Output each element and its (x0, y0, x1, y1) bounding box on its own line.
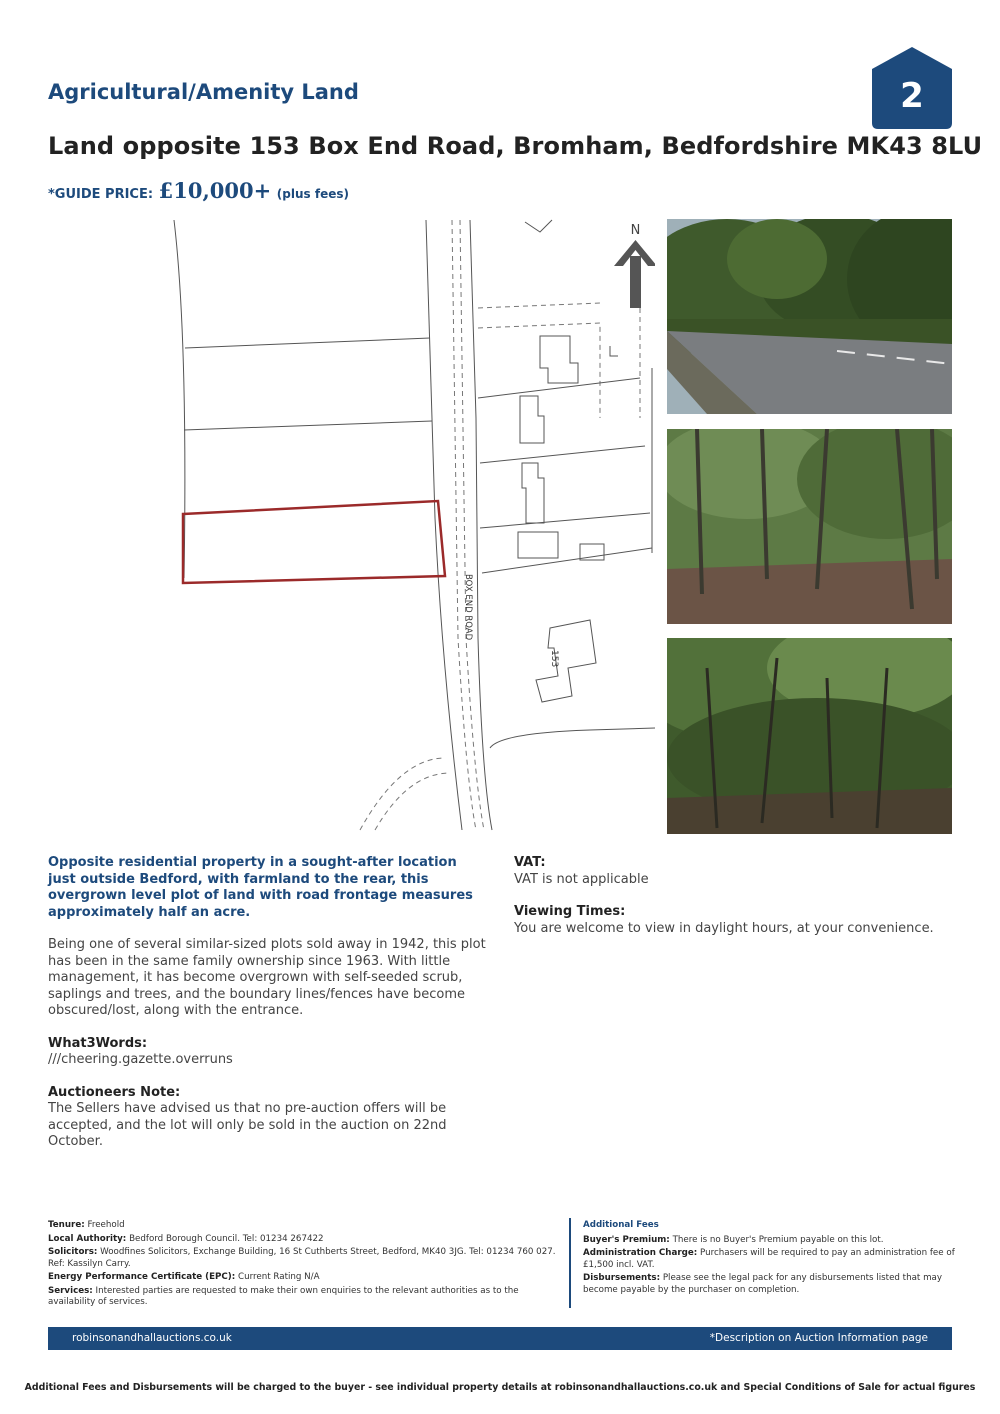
property-info (48, 1220, 558, 1311)
solicitors-label: Solicitors: (48, 1247, 98, 1257)
viewing-heading: Viewing Times: (514, 904, 626, 919)
admin-line (583, 1248, 955, 1271)
authority-line (48, 1234, 558, 1246)
guide-price-label: *GUIDE PRICE: (48, 187, 154, 202)
vat-heading: VAT: (514, 855, 546, 870)
epc-label: Energy Performance Certificate (EPC): (48, 1272, 236, 1282)
admin-value: Purchasers will be required to pay an administration fee of £1,500 incl. VAT. (583, 1248, 955, 1270)
authority-value: Bedford Borough Council. Tel: 01234 267422 (129, 1233, 324, 1244)
services-value: Interested parties are requested to make their own enquiries to the relevant authorities as to the availability of services. (48, 1285, 519, 1307)
property-title: Land opposite 153 Box End Road, Bromham, Bedfordshire MK43 8LU (48, 132, 983, 160)
woodland-photo-2 (667, 638, 952, 834)
description-left-column (48, 855, 488, 1167)
additional-fees-heading: Additional Fees (583, 1220, 659, 1230)
guide-price-fees: (plus fees) (276, 187, 349, 201)
services-label: Services: (48, 1285, 93, 1296)
description-right-column (514, 855, 954, 953)
north-arrow-icon (614, 240, 655, 308)
disbursements-label: Disbursements: (583, 1273, 661, 1283)
house-number-label: 153 (549, 650, 559, 668)
epc-line (48, 1272, 558, 1284)
solicitors-value: Woodfines Solicitors, Exchange Building, 16 St Cuthberts Street, Bedford, MK40 3JG. Tel: 01234 760 027. Ref: Kassilyn Carry. (48, 1247, 556, 1269)
auctioneers-note-heading: Auctioneers Note: (48, 1084, 181, 1100)
north-label: N (630, 223, 641, 238)
auction-info-note: *Description on Auction Information page (709, 1332, 928, 1344)
premium-line (583, 1235, 955, 1247)
intro-text: Opposite residential property in a sought-after location just outside Bedford, with farmland to the rear, this overgrown level plot of land with road frontage measures approximately half an acre. (48, 855, 473, 920)
road-frontage-photo (667, 219, 952, 414)
road-label: BOX END ROAD (463, 574, 473, 641)
what3words-heading: What3Words: (48, 1035, 148, 1051)
admin-label: Administration Charge: (583, 1248, 698, 1258)
footer-disclaimer: Additional Fees and Disbursements will be charged to the buyer - see individual property details at robinsonandhallauctions.co.uk and Special Conditions of Sale for actual figures (24, 1382, 976, 1393)
site-plan-map (170, 218, 655, 833)
website-link[interactable]: robinsonandhallauctions.co.uk (72, 1332, 232, 1344)
what3words-value: ///cheering.gazette.overruns (48, 1052, 233, 1067)
premium-value: There is no Buyer's Premium payable on this lot. (672, 1234, 884, 1245)
tenure-line (48, 1220, 558, 1232)
website-bar (48, 1327, 952, 1350)
authority-label: Local Authority: (48, 1233, 127, 1244)
property-category: Agricultural/Amenity Land (48, 80, 359, 104)
viewing-value: You are welcome to view in daylight hours, at your convenience. (514, 920, 934, 936)
vat-value: VAT is not applicable (514, 871, 649, 887)
guide-price-value: £10,000+ (158, 178, 272, 203)
woodland-photo-1 (667, 429, 952, 624)
auctioneers-note-value: The Sellers have advised us that no pre-auction offers will be accepted, and the lot will only be sold in the auction on 22nd October. (48, 1101, 447, 1149)
tenure-label: Tenure: (48, 1220, 85, 1230)
disbursements-value: Please see the legal pack for any disbursements listed that may become payable by the purchaser on completion. (583, 1273, 943, 1295)
tenure-value: Freehold (87, 1220, 125, 1230)
disbursements-line (583, 1273, 955, 1296)
epc-value: Current Rating N/A (238, 1272, 320, 1282)
info-divider (569, 1218, 571, 1308)
site-plan-drawing (170, 218, 655, 833)
lot-number: 2 (900, 76, 924, 116)
body-text: Being one of several similar-sized plots sold away in 1942, this plot has been in the same family ownership since 1963. With little management, it has become overgrown with self-seeded scrub, saplings and trees, and the boundary lines/fences have become obscured/lost, along with the entrance. (48, 937, 486, 1018)
premium-label: Buyer's Premium: (583, 1234, 670, 1245)
additional-fees (583, 1220, 955, 1298)
solicitors-line (48, 1247, 558, 1270)
services-line (48, 1286, 558, 1309)
guide-price (48, 178, 349, 203)
